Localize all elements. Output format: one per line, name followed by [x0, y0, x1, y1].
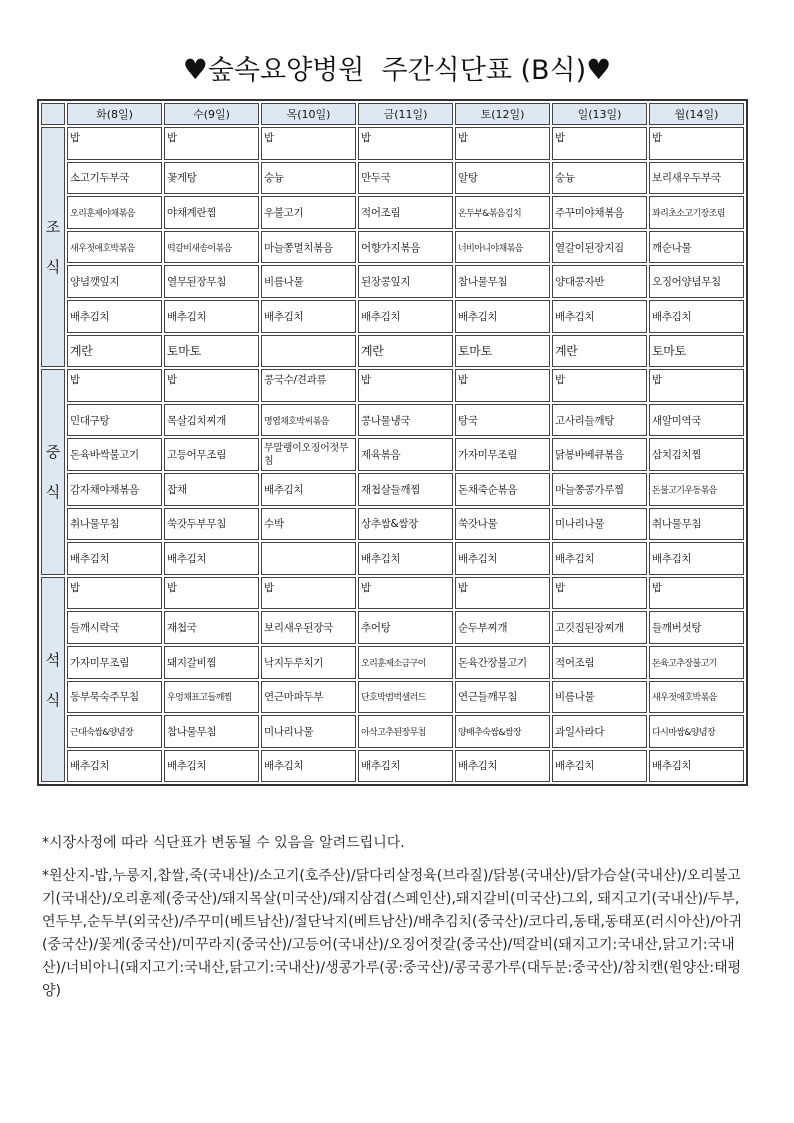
menu-cell: 밥: [552, 577, 647, 610]
menu-cell: 양배추숙쌈&쌈장: [455, 715, 550, 748]
menu-cell: 우불고기: [261, 196, 356, 229]
menu-cell: 배추김치: [358, 300, 453, 333]
menu-cell: 고사리들깨탕: [552, 404, 647, 437]
menu-cell: 배추김치: [455, 750, 550, 783]
menu-cell: 탕국: [455, 404, 550, 437]
page-title: [0, 48, 794, 87]
menu-cell: 연근들깨무침: [455, 681, 550, 714]
menu-cell: 토마토: [649, 335, 744, 368]
menu-cell: 밥: [649, 369, 744, 402]
menu-cell: 밥: [649, 127, 744, 160]
menu-cell: 배추김치: [67, 542, 162, 575]
menu-cell: 다시마쌈&양념장: [649, 715, 744, 748]
menu-cell: 취나물무침: [67, 508, 162, 541]
menu-cell: 밥: [455, 369, 550, 402]
menu-cell: 닭봉바베큐볶음: [552, 438, 647, 471]
menu-cell: 밥: [164, 369, 259, 402]
menu-row: [41, 438, 744, 471]
menu-cell: 양념깻잎지: [67, 265, 162, 298]
menu-cell: 밥: [358, 577, 453, 610]
menu-cell: 밥: [164, 127, 259, 160]
menu-cell: 토마토: [455, 335, 550, 368]
menu-cell: 계란: [67, 335, 162, 368]
menu-cell: 쑥갓두부무침: [164, 508, 259, 541]
notice-text: *시장사정에 따라 식단표가 변동될 수 있음을 알려드립니다.: [42, 835, 405, 851]
meal-label: [41, 127, 65, 367]
menu-cell: 삼치김치찜: [649, 438, 744, 471]
menu-cell: 들깨버섯탕: [649, 611, 744, 644]
menu-cell: 동부묵숙주무침: [67, 681, 162, 714]
menu-cell: 배추김치: [164, 750, 259, 783]
meal-label-char: 식: [45, 690, 61, 709]
menu-cell: 근대숙쌈&양념장: [67, 715, 162, 748]
menu-cell: 배추김치: [649, 542, 744, 575]
menu-cell: 참나물무침: [455, 265, 550, 298]
menu-cell: 고등어무조림: [164, 438, 259, 471]
menu-cell: 보리새우된장국: [261, 611, 356, 644]
menu-cell: 배추김치: [261, 750, 356, 783]
menu-cell: 명엽채호박씨볶음: [261, 404, 356, 437]
menu-cell: [261, 335, 356, 368]
day-header: 목(10일): [261, 103, 356, 125]
menu-cell: 너비아니야채볶음: [455, 231, 550, 264]
menu-cell: 가자미무조림: [455, 438, 550, 471]
menu-cell: 돼지갈비찜: [164, 646, 259, 679]
menu-row: [41, 542, 744, 575]
menu-cell: 배추김치: [649, 750, 744, 783]
menu-row: [41, 162, 744, 195]
menu-row: [41, 473, 744, 506]
menu-cell: 밥: [261, 577, 356, 610]
menu-cell: 마늘쫑콩가루찜: [552, 473, 647, 506]
menu-cell: 목살김치찌개: [164, 404, 259, 437]
menu-cell: 깨순나물: [649, 231, 744, 264]
meal-label-char: 조: [45, 218, 61, 237]
menu-cell: 밥: [552, 127, 647, 160]
menu-cell: 계란: [552, 335, 647, 368]
menu-cell: 참나물무침: [164, 715, 259, 748]
menu-row: [41, 127, 744, 160]
menu-cell: 알탕: [455, 162, 550, 195]
day-header: 화(8일): [67, 103, 162, 125]
menu-cell: 배추김치: [552, 750, 647, 783]
menu-row: [41, 300, 744, 333]
heart-left-icon: ♥: [182, 53, 208, 86]
menu-cell: 배추김치: [261, 300, 356, 333]
menu-cell: 감자채야채볶음: [67, 473, 162, 506]
menu-cell: 배추김치: [649, 300, 744, 333]
menu-cell: 밥: [455, 577, 550, 610]
menu-cell: 밥: [67, 369, 162, 402]
menu-row: [41, 715, 744, 748]
menu-cell: 숭늉: [552, 162, 647, 195]
day-header: 월(14일): [649, 103, 744, 125]
menu-cell: 어향가지볶음: [358, 231, 453, 264]
menu-cell: 돈불고기우동볶음: [649, 473, 744, 506]
menu-cell: 토마토: [164, 335, 259, 368]
menu-cell: 열갈이된장지짐: [552, 231, 647, 264]
menu-cell: 밥: [358, 369, 453, 402]
menu-cell: 추어탕: [358, 611, 453, 644]
menu-cell: 밥: [164, 577, 259, 610]
menu-cell: 오리훈제야채볶음: [67, 196, 162, 229]
menu-cell: 온두부&볶음김치: [455, 196, 550, 229]
menu-cell: 배추김치: [164, 542, 259, 575]
menu-cell: 오징어양념무침: [649, 265, 744, 298]
menu-cell: 밥: [67, 127, 162, 160]
menu-cell: 열무된장무침: [164, 265, 259, 298]
menu-cell: 배추김치: [552, 300, 647, 333]
meal-label-char: 식: [45, 482, 61, 501]
menu-cell: 마늘쫑멸치볶음: [261, 231, 356, 264]
meal-label-char: 중: [45, 442, 61, 461]
menu-cell: 밥: [261, 127, 356, 160]
menu-cell: 가자미무조림: [67, 646, 162, 679]
menu-cell: 돈육바싹불고기: [67, 438, 162, 471]
menu-cell: 꽃게탕: [164, 162, 259, 195]
menu-cell: 밥: [552, 369, 647, 402]
menu-row: [41, 611, 744, 644]
menu-cell: [261, 542, 356, 575]
menu-row: [41, 231, 744, 264]
menu-row: [41, 196, 744, 229]
corner-cell: [41, 103, 65, 125]
menu-cell: 보리새우두부국: [649, 162, 744, 195]
menu-cell: 무말랭이오징어젓무침: [261, 438, 356, 471]
menu-row: [41, 646, 744, 679]
menu-cell: 양대콩자반: [552, 265, 647, 298]
day-header-row: [41, 103, 744, 125]
menu-cell: 들깨시락국: [67, 611, 162, 644]
menu-cell: 오리훈제소금구이: [358, 646, 453, 679]
menu-row: [41, 750, 744, 783]
menu-row: [41, 404, 744, 437]
menu-cell: 만두국: [358, 162, 453, 195]
weekly-menu-table: [37, 99, 748, 786]
day-header: 일(13일): [552, 103, 647, 125]
menu-cell: 돈육고추장불고기: [649, 646, 744, 679]
menu-cell: 순두부찌개: [455, 611, 550, 644]
menu-row: [41, 508, 744, 541]
menu-cell: 적어조림: [552, 646, 647, 679]
menu-cell: 재첩국: [164, 611, 259, 644]
menu-cell: 돈채죽순볶음: [455, 473, 550, 506]
menu-cell: 새우젓애호박볶음: [67, 231, 162, 264]
menu-cell: 배추김치: [67, 300, 162, 333]
menu-row: [41, 577, 744, 610]
menu-cell: 밥: [649, 577, 744, 610]
menu-cell: 숭늉: [261, 162, 356, 195]
menu-cell: 배추김치: [455, 542, 550, 575]
menu-cell: 비름나물: [552, 681, 647, 714]
menu-cell: 꽈리초소고기장조림: [649, 196, 744, 229]
menu-cell: 배추김치: [358, 542, 453, 575]
menu-cell: 취나물무침: [649, 508, 744, 541]
menu-cell: 콩나물냉국: [358, 404, 453, 437]
menu-row: [41, 335, 744, 368]
menu-cell: 우엉채표고들깨찜: [164, 681, 259, 714]
menu-cell: 비름나물: [261, 265, 356, 298]
day-header: 수(9일): [164, 103, 259, 125]
menu-cell: 된장콩잎지: [358, 265, 453, 298]
menu-cell: 제육볶음: [358, 438, 453, 471]
menu-cell: 낙지두루치기: [261, 646, 356, 679]
menu-cell: 주꾸미야채볶음: [552, 196, 647, 229]
menu-cell: 배추김치: [261, 473, 356, 506]
menu-cell: 밥: [67, 577, 162, 610]
menu-cell: 미나리나물: [552, 508, 647, 541]
title-text: 숲속요양병원 주간식단표 (B식): [207, 55, 587, 86]
menu-cell: 재첩살들깨찜: [358, 473, 453, 506]
menu-cell: 밥: [358, 127, 453, 160]
menu-cell: 과일사라다: [552, 715, 647, 748]
meal-label: [41, 369, 65, 575]
menu-cell: 단호박범벅샐러드: [358, 681, 453, 714]
menu-cell: 고깃집된장찌개: [552, 611, 647, 644]
meal-label-char: 석: [45, 650, 61, 669]
menu-cell: 새우젓애호박볶음: [649, 681, 744, 714]
menu-cell: 연근마파두부: [261, 681, 356, 714]
menu-cell: 밥: [455, 127, 550, 160]
menu-cell: 소고기두부국: [67, 162, 162, 195]
menu-cell: 배추김치: [552, 542, 647, 575]
menu-cell: 배추김치: [455, 300, 550, 333]
menu-cell: 적어조림: [358, 196, 453, 229]
origin-text: *원산지-밥,누룽지,찹쌀,죽(국내산)/소고기(호주산)/닭다리살정육(브라질)/닭봉(국내산)/닭가슴살(국내산)/오리불고기(국내산)/오리훈제(중국산)/돼지목살(미국산)/돼지삼겹(스페인산),돼지갈비(미국산)그외, 돼지고기(국내산)/두부,연두부,순두부(외국산)/주꾸미(베트남산)/절단낙지(베트남산)/배추김치(중국산)/코다리,동태,동태포(러시아산)/아귀(중국산)/꽃게(중국산)/미꾸라지(중국산)/고등어(국내산)/오징어젓갈(중국산)/떡갈비(돼지고기:국내산,닭고기:국내산)/너비아니(돼지고기:국내산,닭고기:국내산)/생콩가루(콩:중국산)/콩국콩가루(대두분:중국산)/참치캔(원양산:태평양): [42, 868, 743, 999]
menu-cell: 새알미역국: [649, 404, 744, 437]
menu-cell: 야채계란찜: [164, 196, 259, 229]
day-header: 토(12일): [455, 103, 550, 125]
menu-cell: 민대구탕: [67, 404, 162, 437]
menu-cell: 돈육간장불고기: [455, 646, 550, 679]
day-header: 금(11일): [358, 103, 453, 125]
menu-cell: 계란: [358, 335, 453, 368]
menu-row: [41, 681, 744, 714]
meal-label: [41, 577, 65, 783]
menu-cell: 쑥갓나물: [455, 508, 550, 541]
menu-cell: 상추쌈&쌈장: [358, 508, 453, 541]
menu-cell: 수박: [261, 508, 356, 541]
menu-cell: 아삭고추된장무침: [358, 715, 453, 748]
menu-cell: 잡채: [164, 473, 259, 506]
meal-label-char: 식: [45, 258, 61, 277]
heart-right-icon: ♥: [586, 53, 612, 86]
menu-cell: 콩국수/견과류: [261, 369, 356, 402]
menu-row: [41, 369, 744, 402]
menu-row: [41, 265, 744, 298]
notes: [42, 832, 752, 1013]
menu-cell: 미나리나물: [261, 715, 356, 748]
menu-cell: 배추김치: [164, 300, 259, 333]
menu-cell: 배추김치: [358, 750, 453, 783]
menu-cell: 떡갈비새송이볶음: [164, 231, 259, 264]
menu-cell: 배추김치: [67, 750, 162, 783]
